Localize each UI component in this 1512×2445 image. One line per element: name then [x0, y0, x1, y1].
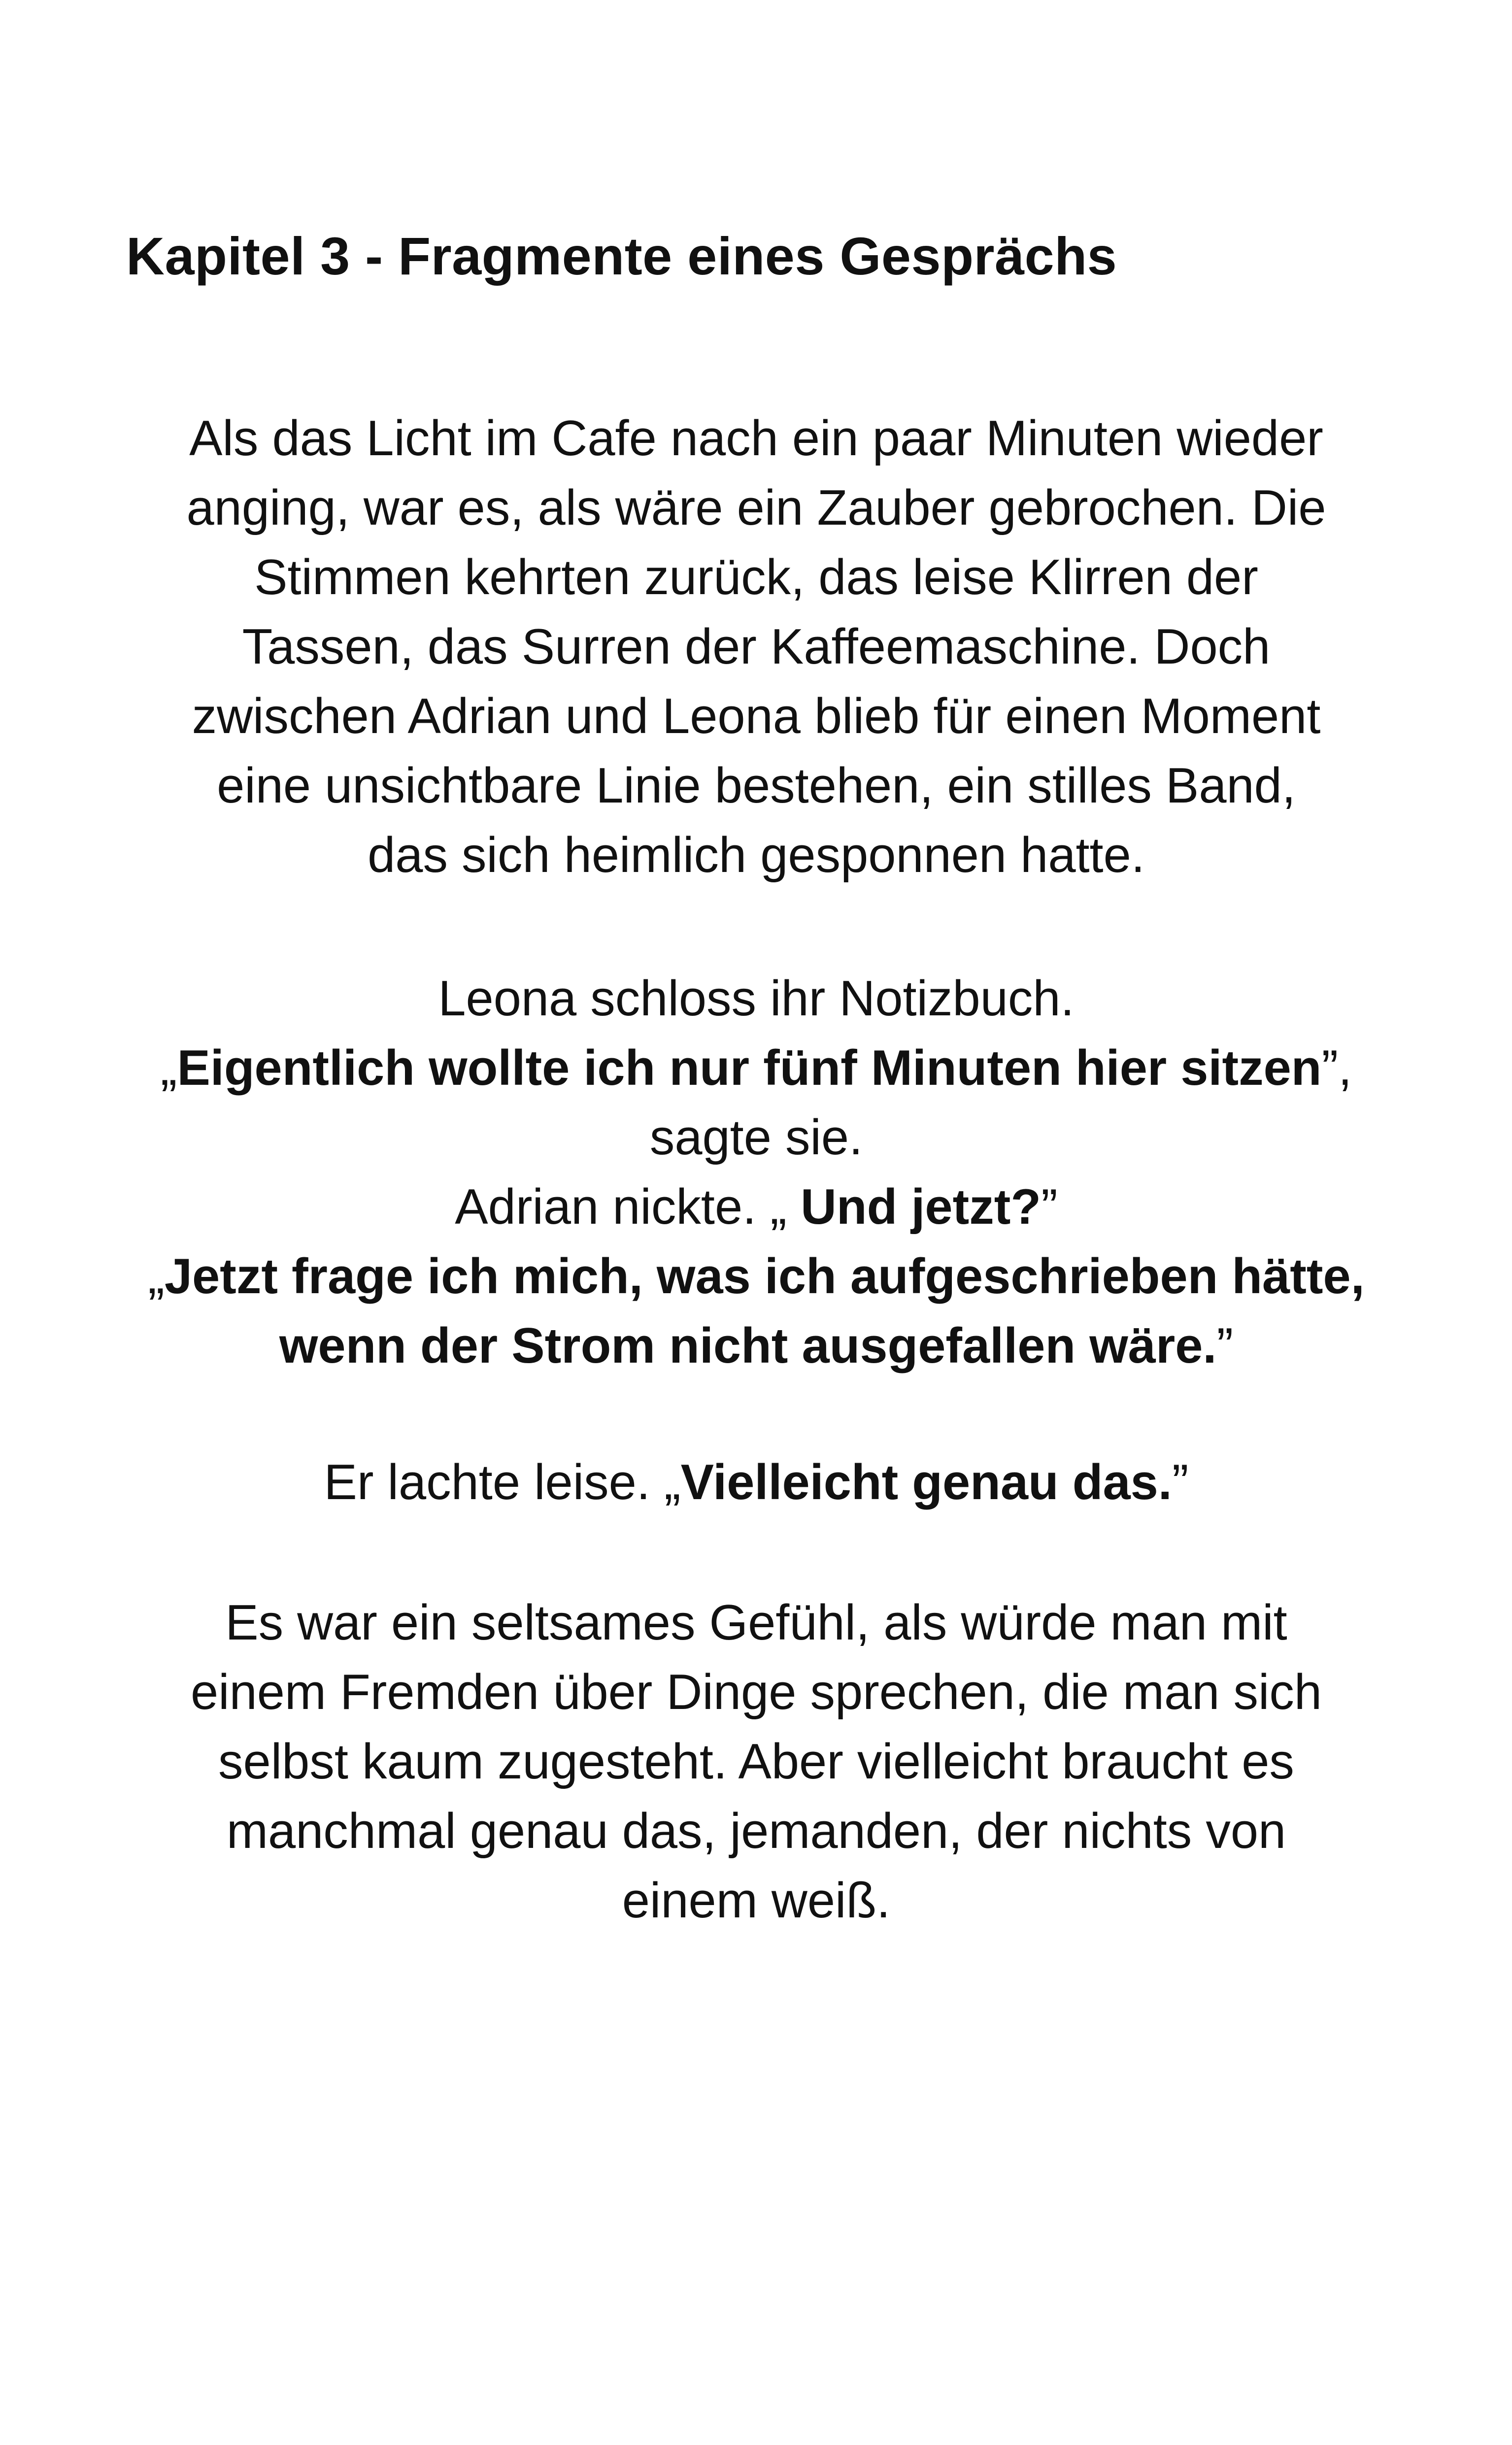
text-line: einem weiß.	[622, 1873, 891, 1928]
closing-paragraph	[113, 1588, 1399, 1936]
intro-paragraph	[113, 404, 1399, 890]
close-quote: ”	[1216, 1318, 1234, 1373]
narration-line: Leona schloss ihr Notizbuch.	[438, 971, 1075, 1026]
adrian-laugh-line	[113, 1448, 1399, 1517]
open-quote: „	[160, 1040, 177, 1096]
close-quote: ”	[1041, 1179, 1058, 1235]
close-quote: ”	[1172, 1455, 1189, 1510]
leona-reply-line	[113, 1242, 1399, 1311]
close-quote: ”,	[1321, 1040, 1352, 1096]
adrian-quote: Vielleicht genau das.	[680, 1455, 1172, 1510]
text-line: anging, war es, als wäre ein Zauber gebrochen. Die	[186, 480, 1326, 536]
leona-reply-line	[113, 1311, 1399, 1381]
dialogue-line	[113, 1448, 1399, 1517]
leona-reply-part-2: wenn der Strom nicht ausgefallen wäre.	[279, 1318, 1217, 1373]
adrian-quote-line	[113, 1172, 1399, 1242]
chapter-title: Kapitel 3 - Fragmente eines Gesprächs	[126, 226, 1117, 286]
text-line: Tassen, das Surren der Kaffeemaschine. Doch	[242, 619, 1271, 674]
leona-quote: Eigentlich wollte ich nur fünf Minuten hier sitzen	[177, 1040, 1322, 1096]
narration-lead: Er lachte leise. „	[324, 1455, 681, 1510]
leona-reply-part-1: Jetzt frage ich mich, was ich aufgeschrieben hätte,	[164, 1249, 1365, 1304]
text-line: eine unsichtbare Linie bestehen, ein stilles Band,	[217, 758, 1296, 813]
adrian-lead: Adrian nickte. „	[455, 1179, 801, 1235]
dialogue-block	[113, 964, 1399, 1381]
text-line: manchmal genau das, jemanden, der nichts von	[226, 1804, 1286, 1859]
text-line: Als das Licht im Cafe nach ein paar Minuten wieder	[189, 411, 1323, 466]
adrian-quote: Und jetzt?	[800, 1179, 1042, 1235]
text-line: Stimmen kehrten zurück, das leise Klirren der	[254, 550, 1258, 605]
text-line: das sich heimlich gesponnen hatte.	[368, 828, 1145, 883]
open-quote: „	[148, 1249, 165, 1304]
text-line: Es war ein seltsames Gefühl, als würde man mit	[225, 1595, 1287, 1650]
narration-line: sagte sie.	[649, 1110, 863, 1165]
text-line: selbst kaum zugesteht. Aber vielleicht braucht es	[218, 1734, 1294, 1789]
text-line: einem Fremden über Dinge sprechen, die man sich	[190, 1665, 1322, 1720]
leona-quote-line	[113, 1034, 1399, 1103]
text-line: zwischen Adrian und Leona blieb für einen Moment	[192, 689, 1321, 744]
